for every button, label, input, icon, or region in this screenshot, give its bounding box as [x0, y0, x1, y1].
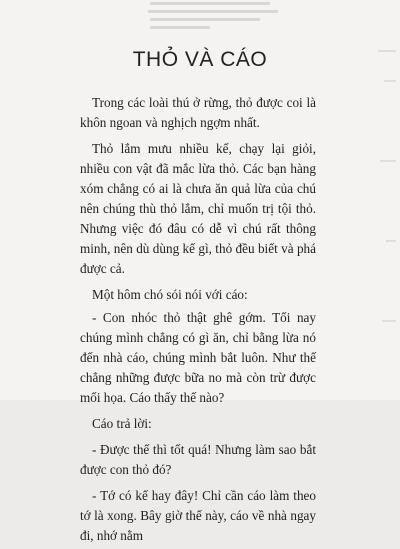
paragraph: Trong các loài thú ở rừng, thỏ được coi là khôn ngoan và nghịch ngợm nhất.	[80, 95, 316, 130]
paragraph: - Được thế thì tốt quá! Nhưng làm sao bắt được con thỏ đó?	[80, 442, 316, 477]
story-body	[80, 93, 316, 549]
paragraph: Thỏ lắm mưu nhiều kế, chạy lại giỏi, nhiều con vật đã mắc lừa thỏ. Các bạn hàng xóm chẳng có ai là chưa ăn quả lừa của chú nên chúng thù thỏ lắm, chỉ muốn trị tội thỏ. Nhưng việc đó đâu có dễ vì chú rất thông minh, nên dù dùng kế gì, thỏ đều biết và phá được cả.	[80, 141, 316, 276]
story-title: THỎ VÀ CÁO	[132, 48, 268, 71]
paragraph: - Tớ có kế hay đây! Chỉ cần cáo làm theo tớ là xong. Bây giờ thế này, cáo về nhà ngay đi, nhớ nằm	[80, 488, 316, 543]
paragraph: - Con nhóc thỏ thật ghê gớm. Tối nay chúng mình chẳng có gì ăn, chỉ bằng lừa nó đến nhà cáo, chúng mình bắt luôn. Như thế chẳng những được bữa no mà còn trừ được mối họa. Cáo thấy thế nào?	[80, 310, 316, 405]
paragraph: Một hôm chó sói nói với cáo:	[92, 287, 248, 302]
bleed-through-text	[0, 0, 400, 32]
paragraph: Cáo trả lời:	[92, 416, 152, 431]
bleed-through-margin	[370, 40, 400, 380]
